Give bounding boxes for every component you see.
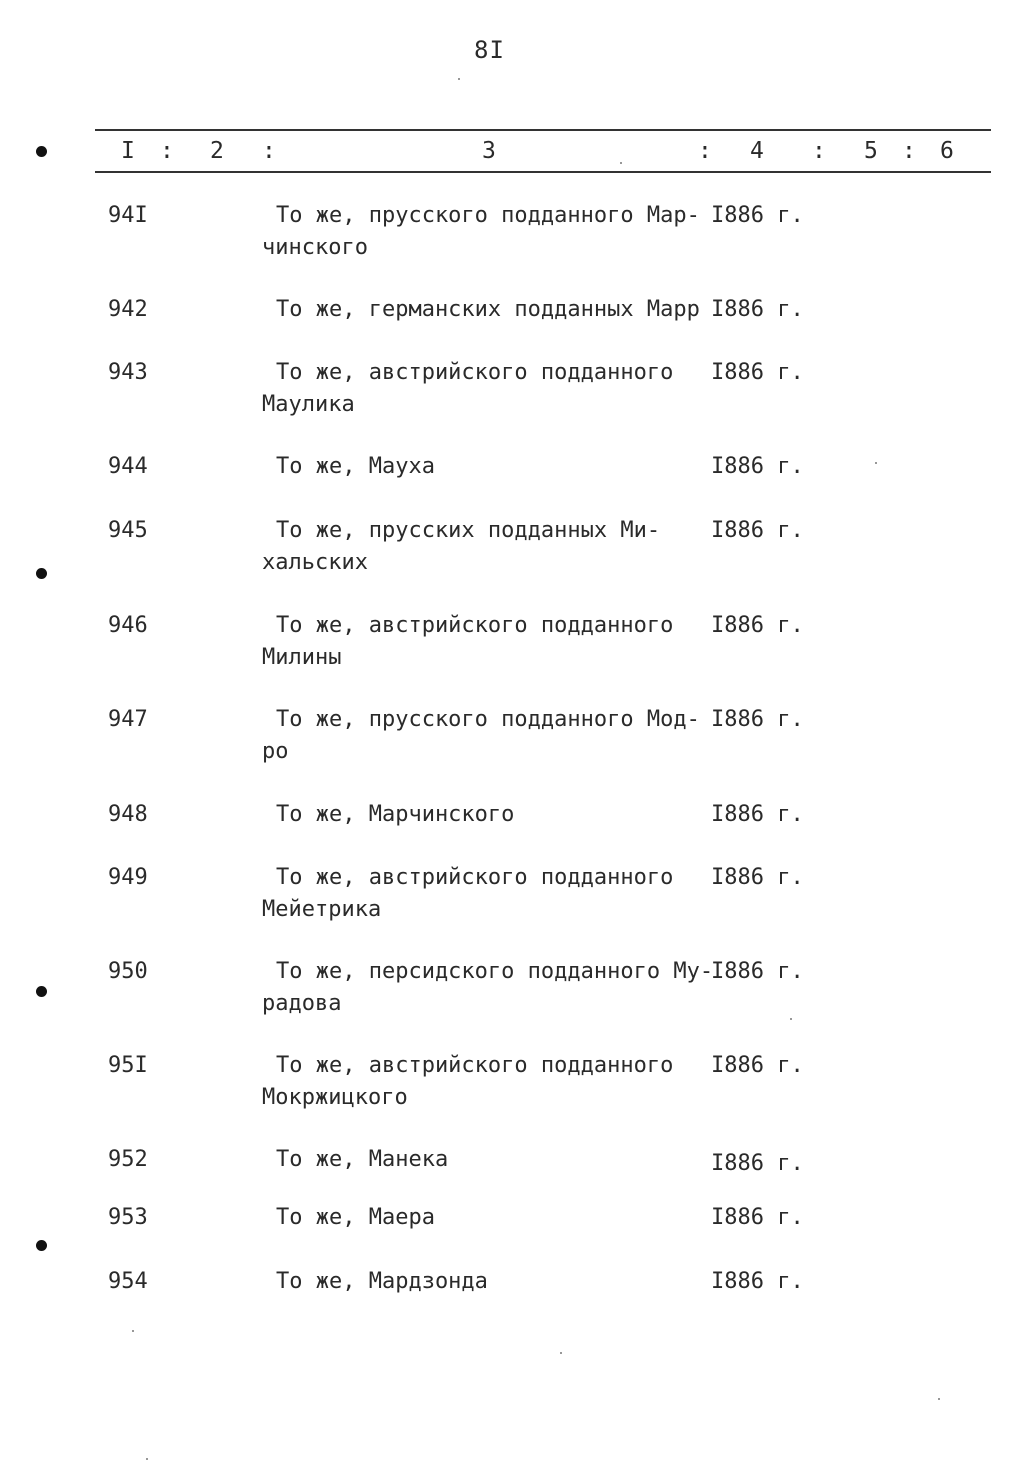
- header-separator: :: [262, 138, 276, 164]
- scan-speck: [938, 1398, 940, 1400]
- row-year: I886 г.: [711, 959, 804, 984]
- row-number: 949: [108, 865, 148, 890]
- description-line: То же, Маера: [276, 1205, 435, 1230]
- description-line: То же, австрийского подданного: [276, 360, 674, 385]
- row-description: [262, 704, 702, 768]
- row-number: 94I: [108, 203, 148, 228]
- description-continuation: радова: [262, 991, 342, 1016]
- row-number: 944: [108, 454, 148, 479]
- row-year: I886 г.: [711, 518, 804, 543]
- row-number: 952: [108, 1147, 148, 1172]
- row-year: I886 г.: [711, 297, 804, 322]
- row-description: [262, 956, 714, 1020]
- binding-hole-mark: [36, 146, 47, 157]
- header-col-3: 3: [482, 138, 496, 164]
- row-year: I886 г.: [711, 360, 804, 385]
- scan-speck: [458, 78, 460, 80]
- description-line: То же, австрийского подданного: [276, 613, 674, 638]
- binding-hole-mark: [36, 1240, 47, 1251]
- row-number: 945: [108, 518, 148, 543]
- row-year: I886 г.: [711, 1053, 804, 1078]
- page-number: 8I: [474, 36, 505, 64]
- row-number: 95I: [108, 1053, 148, 1078]
- header-col-2: 2: [210, 138, 224, 164]
- row-year: I886 г.: [711, 454, 804, 479]
- row-year: I886 г.: [711, 1151, 804, 1176]
- scan-speck: [790, 1018, 792, 1020]
- row-year: I886 г.: [711, 203, 804, 228]
- row-description: [262, 1050, 702, 1114]
- header-col-4: 4: [750, 138, 764, 164]
- row-year: I886 г.: [711, 802, 804, 827]
- row-number: 947: [108, 707, 148, 732]
- row-year: I886 г.: [711, 865, 804, 890]
- description-continuation: Маулика: [262, 392, 355, 417]
- description-continuation: Мейетрика: [262, 897, 382, 922]
- row-number: 942: [108, 297, 148, 322]
- header-col-1: I: [121, 138, 135, 164]
- row-number: 943: [108, 360, 148, 385]
- binding-hole-mark: [36, 986, 47, 997]
- row-description: [262, 1202, 702, 1234]
- table-header-rule: [95, 171, 991, 173]
- row-description: [262, 515, 702, 579]
- row-year: I886 г.: [711, 1205, 804, 1230]
- description-continuation: Мокржицкого: [262, 1085, 408, 1110]
- row-number: 950: [108, 959, 148, 984]
- row-number: 954: [108, 1269, 148, 1294]
- row-description: [262, 862, 702, 926]
- row-year: I886 г.: [711, 707, 804, 732]
- description-line: То же, Марчинского: [276, 802, 515, 827]
- description-line: То же, германских подданных Марр: [276, 297, 700, 322]
- description-line: То же, прусского подданного Мод-: [276, 707, 700, 732]
- header-col-6: 6: [940, 138, 954, 164]
- header-separator: :: [902, 138, 916, 164]
- row-year: I886 г.: [711, 1269, 804, 1294]
- row-description: [262, 1266, 702, 1298]
- description-line: То же, персидского подданного Му-: [276, 959, 714, 984]
- header-col-5: 5: [864, 138, 878, 164]
- row-number: 946: [108, 613, 148, 638]
- binding-hole-mark: [36, 568, 47, 579]
- description-line: То же, прусского подданного Мар-: [276, 203, 700, 228]
- header-separator: :: [160, 138, 174, 164]
- header-separator: :: [698, 138, 712, 164]
- row-description: [262, 200, 702, 264]
- description-line: То же, Мардзонда: [276, 1269, 488, 1294]
- row-description: [262, 357, 702, 421]
- row-description: [262, 294, 702, 326]
- scan-speck: [560, 1352, 562, 1354]
- scan-speck: [875, 462, 877, 464]
- scan-speck: [620, 162, 622, 164]
- row-number: 953: [108, 1205, 148, 1230]
- row-description: [262, 1144, 702, 1176]
- description-line: То же, австрийского подданного: [276, 865, 674, 890]
- scan-speck: [146, 1458, 148, 1460]
- row-year: I886 г.: [711, 613, 804, 638]
- row-number: 948: [108, 802, 148, 827]
- description-line: То же, австрийского подданного: [276, 1053, 674, 1078]
- description-continuation: чинского: [262, 235, 368, 260]
- row-description: [262, 451, 702, 483]
- row-description: [262, 610, 702, 674]
- description-continuation: ро: [262, 739, 289, 764]
- description-continuation: хальских: [262, 550, 368, 575]
- description-line: То же, Манека: [276, 1147, 449, 1172]
- scan-speck: [132, 1330, 134, 1332]
- header-separator: :: [812, 138, 826, 164]
- description-continuation: Милины: [262, 645, 342, 670]
- description-line: То же, прусских подданных Ми-: [276, 518, 661, 543]
- table-top-rule: [95, 129, 991, 131]
- row-description: [262, 799, 702, 831]
- description-line: То же, Мауха: [276, 454, 435, 479]
